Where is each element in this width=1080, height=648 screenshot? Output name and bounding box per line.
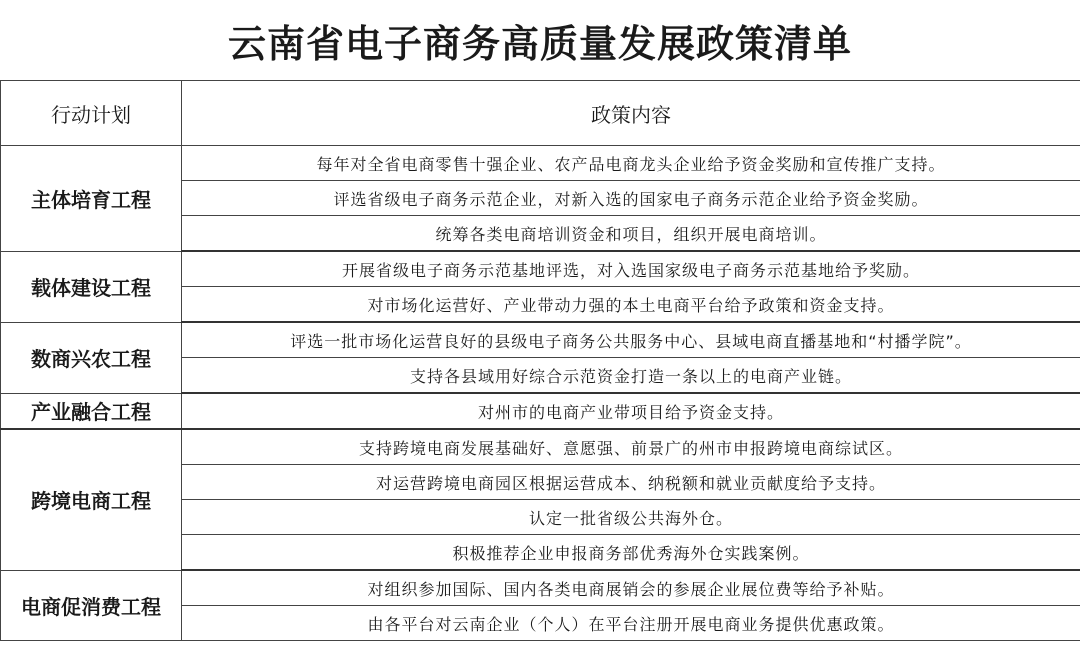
table-row — [1, 322, 1080, 358]
content-cell: 统筹各类电商培训资金和项目，组织开展电商培训。 — [182, 216, 1080, 252]
content-cell: 积极推荐企业申报商务部优秀海外仓实践案例。 — [182, 535, 1080, 571]
header-plan: 行动计划 — [1, 81, 182, 146]
content-cell: 对州市的电商产业带项目给予资金支持。 — [182, 393, 1080, 429]
table-row — [1, 393, 1080, 429]
content-cell: 支持各县域用好综合示范资金打造一条以上的电商产业链。 — [182, 358, 1080, 394]
plan-cell: 载体建设工程 — [1, 251, 182, 322]
header-row — [1, 81, 1080, 146]
plan-cell: 电商促消费工程 — [1, 570, 182, 641]
policy-table — [0, 80, 1080, 641]
plan-cell: 主体培育工程 — [1, 146, 182, 252]
page-title: 云南省电子商务高质量发展政策清单 — [227, 21, 852, 66]
table-row — [1, 570, 1080, 606]
content-cell: 每年对全省电商零售十强企业、农产品电商龙头企业给予资金奖励和宣传推广支持。 — [182, 146, 1080, 181]
content-cell: 支持跨境电商发展基础好、意愿强、前景广的州市申报跨境电商综试区。 — [182, 429, 1080, 465]
table-row — [1, 251, 1080, 287]
plan-cell: 产业融合工程 — [1, 393, 182, 429]
content-cell: 对运营跨境电商园区根据运营成本、纳税额和就业贡献度给予支持。 — [182, 465, 1080, 500]
content-cell: 认定一批省级公共海外仓。 — [182, 500, 1080, 535]
table-row — [1, 146, 1080, 181]
content-cell: 评选一批市场化运营良好的县级电子商务公共服务中心、县域电商直播基地和“村播学院”。 — [182, 322, 1080, 358]
content-cell: 对组织参加国际、国内各类电商展销会的参展企业展位费等给予补贴。 — [182, 570, 1080, 606]
content-cell: 对市场化运营好、产业带动力强的本土电商平台给予政策和资金支持。 — [182, 287, 1080, 323]
plan-cell: 跨境电商工程 — [1, 429, 182, 570]
table-row — [1, 429, 1080, 465]
content-cell: 由各平台对云南企业（个人）在平台注册开展电商业务提供优惠政策。 — [182, 606, 1080, 641]
table-body — [1, 146, 1080, 641]
table-header — [1, 81, 1080, 146]
plan-cell: 数商兴农工程 — [1, 322, 182, 393]
header-content: 政策内容 — [182, 81, 1080, 146]
content-cell: 评选省级电子商务示范企业，对新入选的国家电子商务示范企业给予资金奖励。 — [182, 181, 1080, 216]
content-cell: 开展省级电子商务示范基地评选，对入选国家级电子商务示范基地给予奖励。 — [182, 251, 1080, 287]
